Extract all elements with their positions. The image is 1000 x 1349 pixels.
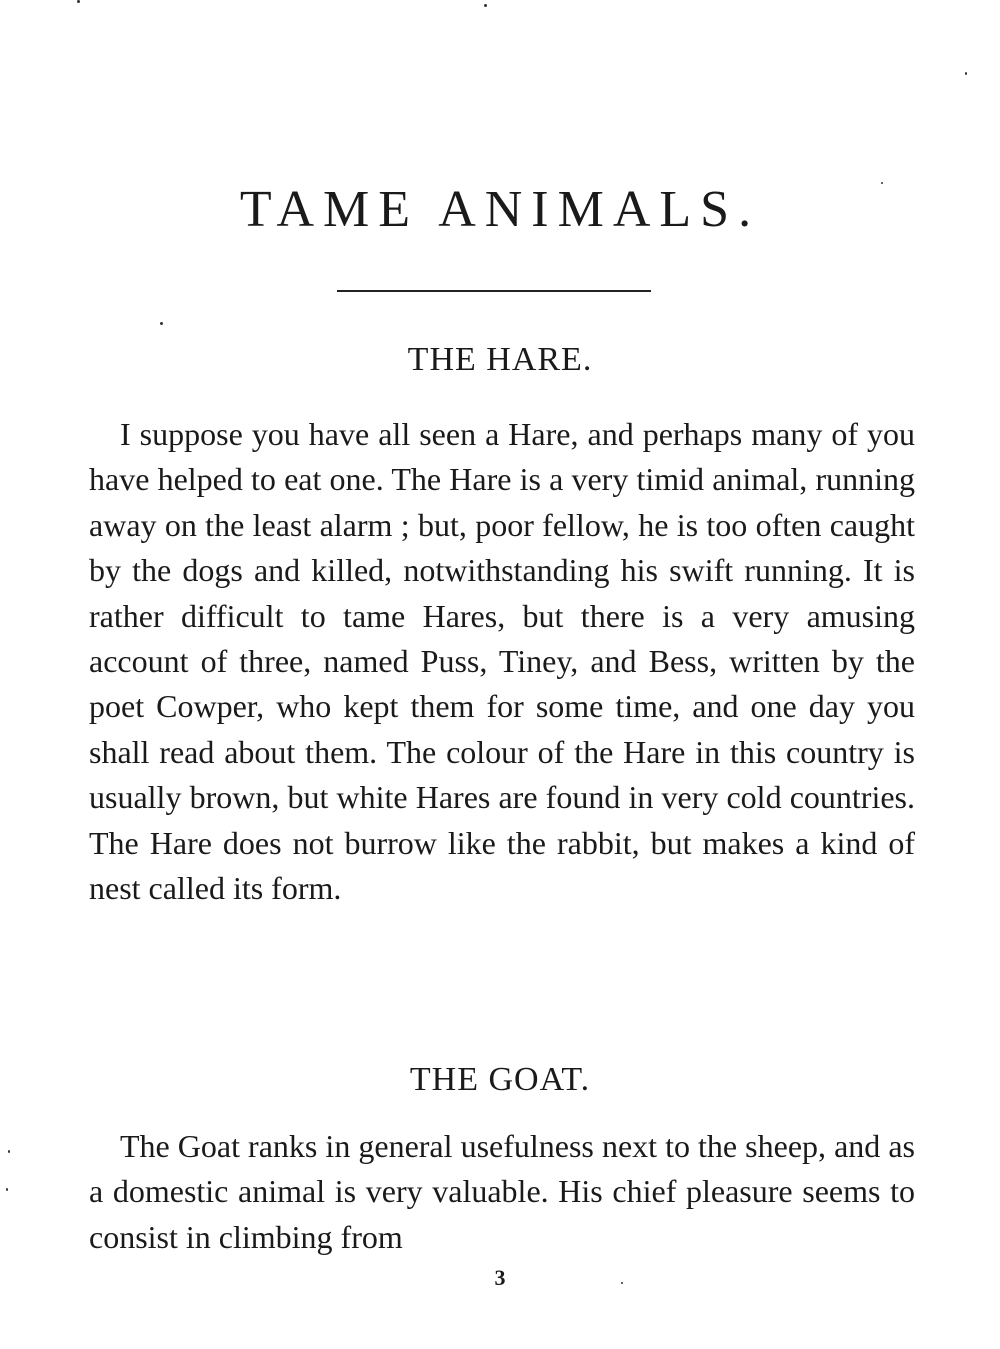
page-title: TAME ANIMALS. <box>239 181 761 238</box>
section-heading-hare: THE HARE. <box>407 341 593 378</box>
scan-speck <box>160 322 163 325</box>
page-number: 3 <box>494 1265 506 1290</box>
scan-speck <box>965 72 967 75</box>
title-rule <box>337 290 651 292</box>
scan-speck <box>6 1188 8 1191</box>
section-heading-goat: THE GOAT. <box>409 1061 591 1098</box>
section-text-goat: The Goat ranks in general usefulness next to the sheep, and as a domestic animal is very valuable. His chief pleasure seems to consist in climbing from <box>89 1128 915 1255</box>
section-text-hare: I suppose you have all seen a Hare, and perhaps many of you have helped to eat one. The Hare is a very timid animal, running away on the least alarm ; but, poor fellow, he is too often caught by the dogs and killed, notwithstanding his swift running. It is rather difficult to tame Hares, but there is a very amusing account of three, named Puss, Tiney, and Bess, written by the poet Cowper, who kept them for some time, and one day you shall read about them. The colour of the Hare in this country is usually brown, but white Hares are found in very cold countries. The Hare does not burrow like the rabbit, but makes a kind of nest called its form. <box>89 416 915 907</box>
scan-speck <box>77 0 80 3</box>
scan-speck <box>484 4 487 7</box>
scan-speck <box>881 182 883 184</box>
scan-speck <box>621 1282 623 1284</box>
scan-speck <box>8 1150 10 1153</box>
